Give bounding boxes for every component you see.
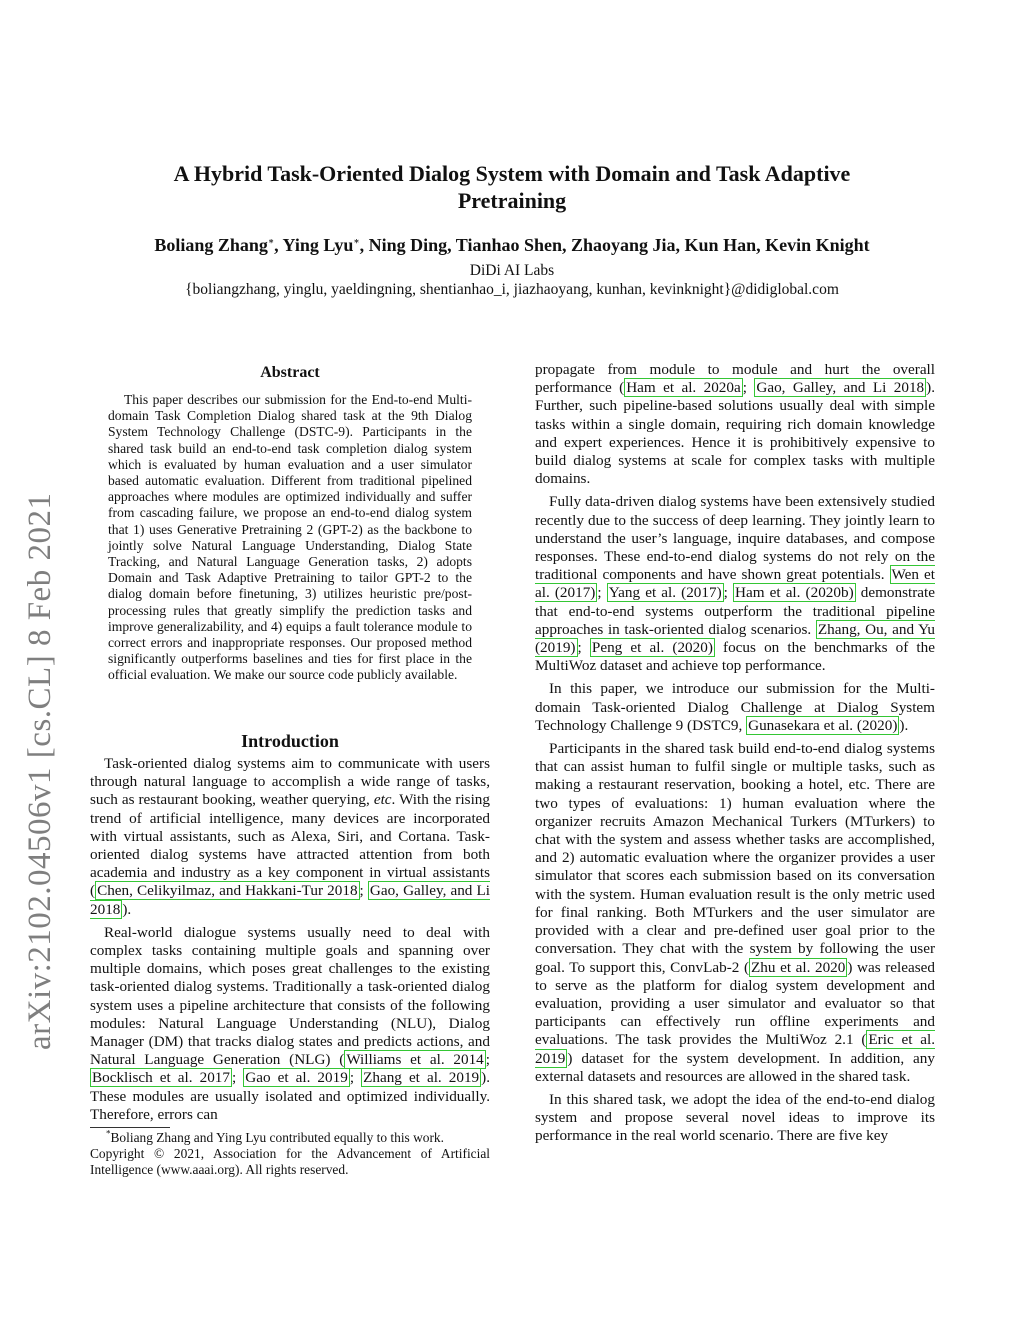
citation-link[interactable]: Zhang, Ou, and Yu (2019) — [535, 620, 935, 657]
body-paragraph-3: In this paper, we introduce our submission for the Multi-domain Task-oriented Dialog Challenge at Dialog System Technology Challenge 9 (DSTC9, Gunasekara et al. (2020) ). — [535, 680, 935, 734]
footnote-rule — [90, 1127, 170, 1128]
body-paragraph-2: Fully data-driven dialog systems have been extensively studied recently due to the success of deep learning. They jointly learn to understand the user’s language, inquire databases, and compose responses. These end-to-end dialog systems do not rely on the traditional components and have shown great potentials. Wen et al. (2017) ; Yang et al. (2017) ; Ham et al. (2020b) demonstrate that end-to-end systems outperform the traditional pipeline approaches in task-oriented dialog scenarios. Zhang, Ou, and Yu (2019) ; Peng et al. (2020) focus on the benchmarks of the MultiWoz dataset and achieve top performance. — [535, 493, 935, 675]
footnote-copyright: Copyright © 2021, Association for the Advancement of Artificial Intelligence (www.aaai.org). All rights reserved. — [90, 1146, 490, 1177]
introduction-heading: Introduction — [241, 731, 339, 751]
author-list: Boliang Zhang∗, Ying Lyu∗, Ning Ding, Tianhao Shen, Zhaoyang Jia, Kun Han, Kevin Knight — [154, 235, 870, 255]
abstract-heading: Abstract — [260, 364, 320, 381]
abstract-text: This paper describes our submission for the End-to-end Multi-domain Task Completion Dialog shared task at the 9th Dialog System Technology Challenge (DSTC-9). Participants in the shared task build an end-to-end task completion dialog system which is evaluated by human evaluation and a user simulator based automatic evaluation. Different from traditional pipelined approaches where modules are optimized individually and suffer from cascading failure, we propose an end-to-end dialog system that 1) uses Generative Pretraining 2 (GPT-2) as the backbone to jointly solve Natural Language Understanding, Dialog State Tracking, and Natural Language Generation tasks, 2) adopts Domain and Task Adaptive Pretraining to tailor GPT-2 to the dialog domain before finetuning, 3) utilizes heuristic pre/post-processing rules that greatly simplify the prediction tasks and improve generalizability, and 4) equips a fault tolerance module to correct errors and inappropriate responses. Our proposed method significantly outperforms baselines and ties for first place in the official evaluation. We make our source code publicly available. — [108, 392, 472, 683]
arxiv-sidebar-id[interactable]: arXiv:2102.04506v1 [cs.CL] 8 Feb 2021 — [22, 492, 58, 1050]
author-rest: , Ning Ding, Tianhao Shen, Zhaoyang Jia, Kun Han, Kevin Knight — [359, 235, 870, 255]
citation-link[interactable]: Zhu et al. 2020 — [751, 958, 846, 976]
citation-link[interactable]: Gao, Galley, and Li 2018 — [756, 379, 925, 397]
citation-link[interactable]: Bocklisch et al. 2017 — [92, 1069, 230, 1087]
footnote — [90, 1130, 490, 1178]
intro-paragraph-2: Real-world dialogue systems usually need to deal with complex tasks containing multiple goals and spanning over multiple domains, which poses great challenges to the existing task-oriented dialog systems. Traditionally a task-oriented dialog system uses a pipeline architecture that consists of the following modules: Natural Language Understanding (NLU), Dialog Manager (DM) that tracks dialog states and predicts actions, and Natural Language Generation (NLG) ( Williams et al. 2014 ; Bocklisch et al. 2017 ; Gao et al. 2019 ; Zhang et al. 2019 ). These modules are usually isolated and optimized individually. Therefore, errors can — [90, 923, 490, 1123]
author-1: Boliang Zhang — [154, 235, 268, 255]
body-paragraph-5: In this shared task, we adopt the idea of the end-to-end dialog system and propose several novel ideas to improve its performance in the real world scenario. There are five key — [535, 1090, 935, 1145]
citation-link[interactable]: Yang et al. (2017) — [608, 584, 722, 602]
citation-link[interactable]: Peng et al. (2020) — [591, 639, 713, 657]
right-column — [535, 361, 935, 1146]
footnote-mark: * — [106, 1128, 111, 1139]
footnote-contrib: Boliang Zhang and Ying Lyu contributed equally to this work. — [110, 1130, 444, 1145]
body-paragraph-1: propagate from module to module and hurt the overall performance ( Ham et al. 2020a ; Gao, Galley, and Li 2018 ). Further, such pipeline-based solutions usually deal with simple tasks within a single domain, requiring rich domain knowledge and expert experiences. Hence it is prohibitively expensive to build dialog systems at scale for complex tasks with multiple domains. — [535, 361, 935, 488]
citation-link[interactable]: Eric et al. 2019 — [535, 1031, 935, 1067]
intro-paragraph-1: Task-oriented dialog systems aim to communicate with users through natural language to accomplish a wide range of tasks, such as restaurant booking, weather querying, etc. With the rising trend of artificial intelligence, many devices are incorporated with virtual assistants, such as Alexa, Siri, and Cortana. Task-oriented dialog systems have attracted attention from both academia and industry as a key component in virtual assistants ( Chen, Celikyilmaz, and Hakkani-Tur 2018 ; Gao, Galley, and Li 2018 ). — [90, 755, 490, 918]
equal-contrib-mark: ∗ — [353, 236, 360, 246]
affiliation: DiDi AI Labs — [469, 262, 555, 279]
citation-link[interactable]: Chen, Celikyilmaz, and Hakkani-Tur 2018 — [97, 882, 358, 900]
abstract-body — [108, 392, 472, 684]
citation-link[interactable]: Williams et al. 2014 — [346, 1051, 484, 1069]
citation-link[interactable]: Gao, Galley, and Li 2018 — [90, 882, 490, 918]
citation-link[interactable]: Wen et al. (2017) — [535, 566, 935, 602]
author-2: Ying Lyu — [282, 235, 354, 255]
citation-link[interactable]: Gunasekara et al. (2020) — [748, 716, 898, 734]
author-emails: {boliangzhang, yinglu, yaeldingning, shentianhao_i, jiazhaoyang, kunhan, kevinknight}@didiglobal.com — [185, 281, 839, 298]
citation-link[interactable]: Gao et al. 2019 — [245, 1069, 348, 1087]
equal-contrib-mark: ∗ — [267, 236, 275, 246]
body-paragraph-4: Participants in the shared task build end-to-end dialog systems that can assist human to fulfil single or multiple tasks, such as making a restaurant reservation, booking a hotel, etc. There are two types of evaluations: 1) human evaluation where the organizer recruits Amazon Mechanical Turkers (MTurkers) to chat with the system and assess whether tasks are accomplished, and 2) automatic evaluation where the organizer provides a user simulator that scores each submission based on its conversation with the system. Human evaluation result is the only metric used for final ranking. Both MTurkers and the user simulator are provided with a clear and pre-defined user goal prior to the conversation. They chat with the system by following the user goal. To support this, ConvLab-2 ( Zhu et al. 2020 ) was released to serve as the platform for dialog system development and evaluation, providing a user simulator and evaluator so that participants can effectively run offline experiments and evaluations. The task provides the MultiWoz 2.1 ( Eric et al. 2019 ) dataset for the system development. In addition, any external datasets and resources are allowed in the shared task. — [535, 740, 935, 1085]
citation-link[interactable]: Ham et al. (2020b) — [734, 584, 854, 602]
left-column — [90, 755, 490, 1124]
citation-link[interactable]: Ham et al. 2020a — [626, 379, 741, 397]
paper-title: A Hybrid Task-Oriented Dialog System with Domain and Task Adaptive Pretraining — [173, 161, 851, 213]
citation-link[interactable]: Zhang et al. 2019 — [363, 1069, 480, 1087]
